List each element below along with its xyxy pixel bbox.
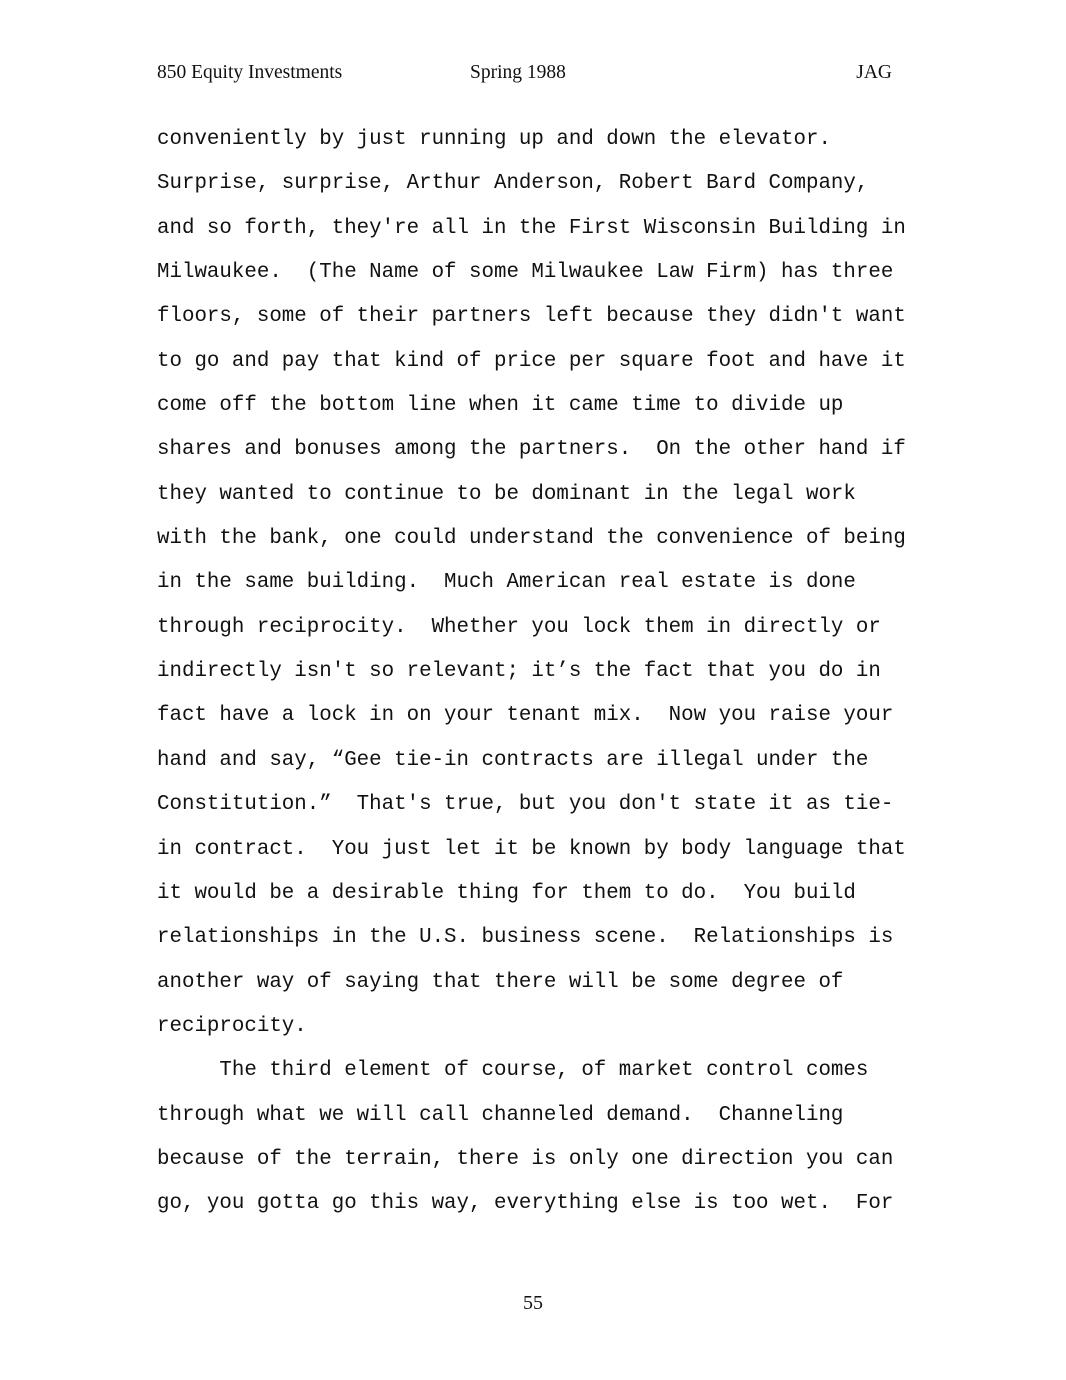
text-line: fact have a lock in on your tenant mix. Now you raise your [157,704,894,728]
text-line: come off the bottom line when it came time to divide up [157,394,844,418]
header-term: Spring 1988 [470,62,566,83]
text-line: reciprocity. [157,1014,307,1038]
text-line: hand and say, “Gee tie-in contracts are illegal under the [157,748,869,772]
text-line: shares and bonuses among the partners. On the other hand if [157,438,906,462]
text-line: floors, some of their partners left because they didn't want [157,305,906,329]
text-line: Surprise, surprise, Arthur Anderson, Robert Bard Company, [157,172,869,196]
text-line: Constitution.” That's true, but you don't state it as tie- [157,793,894,817]
text-line: and so forth, they're all in the First Wisconsin Building in [157,216,906,240]
text-line: because of the terrain, there is only one direction you can [157,1147,894,1171]
text-line: conveniently by just running up and down the elevator. [157,128,831,151]
text-line: they wanted to continue to be dominant in the legal work [157,482,856,506]
text-line: through what we will call channeled demand. Channeling [157,1103,844,1127]
text-line: it would be a desirable thing for them to do. You build [157,881,856,905]
text-line: another way of saying that there will be some degree of [157,970,844,994]
text-line: in the same building. Much American real estate is done [157,571,856,595]
text-line: go, you gotta go this way, everything else is too wet. For [157,1192,894,1216]
header-course-title: 850 Equity Investments [157,62,343,83]
header-initials: JAG [856,62,892,83]
page-body-text [157,118,917,1227]
text-line: in contract. You just let it be known by body language that [157,837,906,861]
text-line: The third element of course, of market control comes [157,1059,869,1083]
page-number: 55 [523,1292,543,1314]
text-line: through reciprocity. Whether you lock them in directly or [157,615,881,639]
text-line: indirectly isn't so relevant; it’s the fact that you do in [157,660,881,684]
text-line: with the bank, one could understand the convenience of being [157,527,906,551]
text-line: relationships in the U.S. business scene. Relationships is [157,926,894,950]
page-header [157,62,892,92]
text-line: to go and pay that kind of price per square foot and have it [157,349,906,373]
text-line: Milwaukee. (The Name of some Milwaukee Law Firm) has three [157,261,894,285]
